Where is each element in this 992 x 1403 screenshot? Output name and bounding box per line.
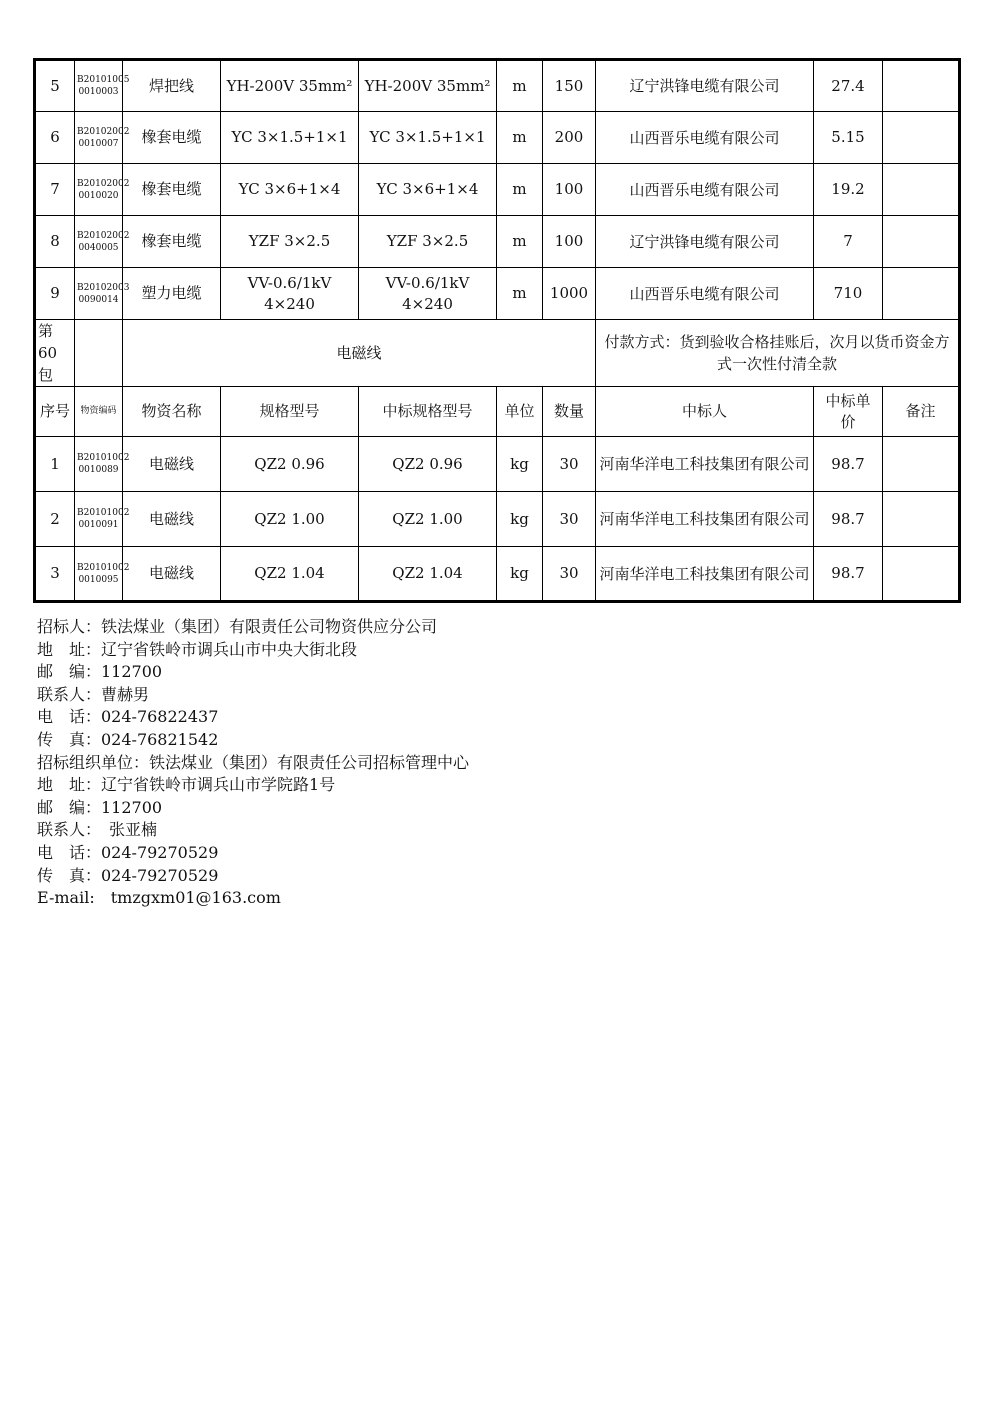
row-spec: YZF 3×2.5 xyxy=(221,216,359,268)
row-note xyxy=(883,60,960,112)
row-note xyxy=(883,492,960,547)
agency-phone: 电 话：024-79270529 xyxy=(37,842,219,862)
row-spec-line: VV-0.6/1kV xyxy=(385,273,470,292)
row-price: 19.2 xyxy=(814,164,883,216)
header-row xyxy=(35,387,960,437)
row-spec-line: 4×240 xyxy=(264,294,315,313)
row-qty: 30 xyxy=(543,492,596,547)
row-name: 电磁线 xyxy=(123,547,221,602)
row-winner: 辽宁洪锋电缆有限公司 xyxy=(596,60,814,112)
row-note xyxy=(883,112,960,164)
row-code-part: 0010007 xyxy=(78,138,119,149)
row-unit: kg xyxy=(497,547,543,602)
row-code-part: B20102002 xyxy=(77,230,130,241)
row-qty: 1000 xyxy=(543,268,596,320)
tenderer-fax: 传 真：024-76821542 xyxy=(37,729,219,749)
agency-contact: 联系人： 张亚楠 xyxy=(37,820,158,840)
row-unit: kg xyxy=(497,492,543,547)
row-code xyxy=(75,112,130,164)
row-code xyxy=(75,164,130,216)
row-price: 98.7 xyxy=(814,492,883,547)
row-code xyxy=(75,60,130,112)
header-bid-spec: 中标规格型号 xyxy=(359,387,497,437)
row-price: 7 xyxy=(814,216,883,268)
row-unit: m xyxy=(497,216,543,268)
row-spec: QZ2 1.00 xyxy=(221,492,359,547)
row-name: 塑力电缆 xyxy=(123,268,221,320)
row-code-part: B20101002 xyxy=(77,508,130,518)
row-winner: 山西晋乐电缆有限公司 xyxy=(596,164,814,216)
row-bid-spec: QZ2 0.96 xyxy=(359,437,497,492)
row-note xyxy=(883,164,960,216)
row-note xyxy=(883,437,960,492)
row-bid-spec: YZF 3×2.5 xyxy=(359,216,497,268)
payment-terms: 付款方式：货到验收合格挂账后，次月以货币资金方式一次性付清全款 xyxy=(596,320,960,387)
header-no: 序号 xyxy=(35,387,75,437)
row-code-part: B20102003 xyxy=(77,282,130,293)
row-bid-spec: QZ2 1.00 xyxy=(359,492,497,547)
row-no: 3 xyxy=(35,547,75,602)
row-code-part: B20102002 xyxy=(77,126,130,137)
row-code-part: B20102002 xyxy=(77,178,130,189)
row-no: 1 xyxy=(35,437,75,492)
row-no: 8 xyxy=(35,216,75,268)
row-qty: 100 xyxy=(543,164,596,216)
header-qty: 数量 xyxy=(543,387,596,437)
agency-address: 地 址：辽宁省铁岭市调兵山市学院路1号 xyxy=(37,775,336,795)
row-code-part: 0010089 xyxy=(78,465,119,475)
header-code: 物资编码 xyxy=(75,387,123,437)
row-spec: QZ2 0.96 xyxy=(221,437,359,492)
row-spec-line: 4×240 xyxy=(402,294,453,313)
row-qty: 100 xyxy=(543,216,596,268)
row-winner: 山西晋乐电缆有限公司 xyxy=(596,268,814,320)
row-no: 6 xyxy=(35,112,75,164)
package-code-cell xyxy=(75,320,123,387)
table-row xyxy=(35,164,960,216)
row-code-part: 0010091 xyxy=(78,520,119,530)
row-qty: 150 xyxy=(543,60,596,112)
table-row xyxy=(35,60,960,112)
row-note xyxy=(883,547,960,602)
row-unit: m xyxy=(497,112,543,164)
row-bid-spec: YC 3×6+1×4 xyxy=(359,164,497,216)
row-name: 橡套电缆 xyxy=(123,164,221,216)
row-price: 27.4 xyxy=(814,60,883,112)
table-row xyxy=(35,112,960,164)
row-winner: 山西晋乐电缆有限公司 xyxy=(596,112,814,164)
row-code-part: B20101002 xyxy=(77,562,130,573)
row-code xyxy=(75,268,130,320)
row-bid-spec: QZ2 1.04 xyxy=(359,547,497,602)
tenderer-postcode: 邮 编：112700 xyxy=(37,662,163,682)
row-no: 9 xyxy=(35,268,75,320)
row-price: 98.7 xyxy=(814,437,883,492)
package-row xyxy=(35,320,960,387)
table-row xyxy=(35,437,960,492)
row-name: 橡套电缆 xyxy=(123,216,221,268)
tenderer-contact: 联系人：曹赫男 xyxy=(37,684,150,704)
row-code-part: 0010020 xyxy=(78,190,119,201)
row-no: 2 xyxy=(35,492,75,547)
header-name: 物资名称 xyxy=(123,387,221,437)
table-row xyxy=(35,547,960,602)
row-no: 5 xyxy=(35,60,75,112)
row-spec: YC 3×6+1×4 xyxy=(221,164,359,216)
row-note xyxy=(883,216,960,268)
bid-results-table xyxy=(33,58,961,603)
row-unit: m xyxy=(497,164,543,216)
row-price: 710 xyxy=(814,268,883,320)
row-qty: 200 xyxy=(543,112,596,164)
package-label: 第60包 xyxy=(35,320,75,387)
row-winner: 河南华洋电工科技集团有限公司 xyxy=(596,547,814,602)
row-winner: 辽宁洪锋电缆有限公司 xyxy=(596,216,814,268)
agency-postcode: 邮 编：112700 xyxy=(37,797,163,817)
row-spec: QZ2 1.04 xyxy=(221,547,359,602)
row-spec: YC 3×1.5+1×1 xyxy=(221,112,359,164)
row-spec: YH-200V 35mm² xyxy=(221,60,359,112)
row-code-part: 0010003 xyxy=(78,87,119,97)
row-spec-line: VV-0.6/1kV xyxy=(247,273,332,292)
row-code xyxy=(75,547,130,602)
package-category: 电磁线 xyxy=(123,320,596,387)
row-code-part: B20101002 xyxy=(77,453,130,463)
tenderer: 招标人：铁法煤业（集团）有限责任公司物资供应分公司 xyxy=(37,617,438,636)
row-name: 橡套电缆 xyxy=(123,112,221,164)
header-winner: 中标人 xyxy=(596,387,814,437)
tenderer-phone: 电 话：024-76822437 xyxy=(37,707,219,727)
row-code-part: 0040005 xyxy=(78,242,119,253)
row-name: 焊把线 xyxy=(123,60,221,112)
row-winner: 河南华洋电工科技集团有限公司 xyxy=(596,437,814,492)
row-price: 5.15 xyxy=(814,112,883,164)
header-note: 备注 xyxy=(883,387,960,437)
row-name: 电磁线 xyxy=(123,437,221,492)
contact-info xyxy=(37,616,469,910)
row-bid-spec xyxy=(359,268,497,320)
table-row xyxy=(35,492,960,547)
tenderer-address: 地 址：辽宁省铁岭市调兵山市中央大街北段 xyxy=(37,639,358,659)
row-winner: 河南华洋电工科技集团有限公司 xyxy=(596,492,814,547)
row-note xyxy=(883,268,960,320)
header-spec: 规格型号 xyxy=(221,387,359,437)
row-qty: 30 xyxy=(543,437,596,492)
row-bid-spec: YC 3×1.5+1×1 xyxy=(359,112,497,164)
header-price: 中标单价 xyxy=(814,387,883,437)
row-unit: m xyxy=(497,60,543,112)
row-code-part: 0090014 xyxy=(78,294,119,305)
row-bid-spec: YH-200V 35mm² xyxy=(359,60,497,112)
agency-email: E-mail: tmzgxm01@163.com xyxy=(37,888,281,908)
table-row xyxy=(35,268,960,320)
row-code xyxy=(75,492,130,547)
row-no: 7 xyxy=(35,164,75,216)
header-unit: 单位 xyxy=(497,387,543,437)
row-code xyxy=(75,216,130,268)
row-name: 电磁线 xyxy=(123,492,221,547)
row-spec xyxy=(221,268,359,320)
table-row xyxy=(35,216,960,268)
row-code-part: B20101005 xyxy=(77,75,130,85)
row-code-part: 0010095 xyxy=(78,574,119,585)
agency: 招标组织单位：铁法煤业（集团）有限责任公司招标管理中心 xyxy=(37,752,470,772)
row-unit: kg xyxy=(497,437,543,492)
row-qty: 30 xyxy=(543,547,596,602)
row-unit: m xyxy=(497,268,543,320)
agency-fax: 传 真：024-79270529 xyxy=(37,865,219,885)
row-price: 98.7 xyxy=(814,547,883,602)
row-code xyxy=(75,437,130,492)
